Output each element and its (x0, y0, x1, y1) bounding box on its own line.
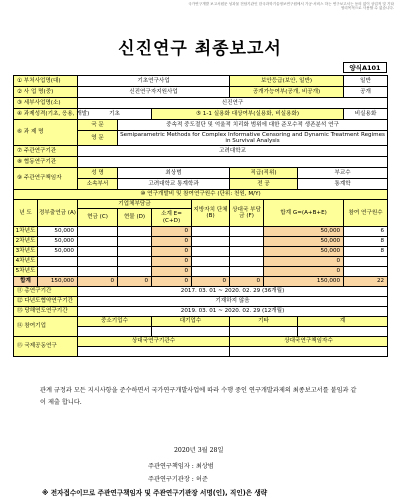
disclosure-value: 공개 (344, 87, 388, 98)
project-type-label: ④ 과제성격(기초, 응용, 개발) (14, 109, 78, 120)
budget-sum-others: 0 (230, 277, 264, 287)
budget-others-value (230, 247, 264, 257)
budget-corp-header: 기업체부담금 (78, 200, 192, 209)
budget-sum-cash: 0 (78, 277, 118, 287)
partner-researchers-value (230, 347, 388, 357)
disclosure-label: 공개가능여부(공개, 비공개) (230, 87, 344, 98)
budget-total-value: 50,000 (264, 237, 344, 247)
other-companies-value (230, 327, 298, 337)
budget-inkind-value (118, 267, 152, 277)
budget-gov-value (38, 257, 78, 267)
participating-companies-label: ⑭ 참여기업 (14, 317, 78, 337)
lead-institution-value: 고려대학교 (78, 146, 388, 157)
budget-section-title: ⑩ 연구개발비 및 참여연구원수 (단위: 천원, M/Y) (14, 190, 388, 200)
multiyear-period-value: 기재하지 않음 (78, 297, 388, 307)
budget-inkind-value (118, 227, 152, 237)
budget-researchers-value: 8 (344, 247, 388, 257)
budget-total-value: 0 (264, 257, 344, 267)
budget-local-header: 지방자치 단체 (B) (192, 200, 230, 227)
sub-program-value: 신진연구 (78, 98, 388, 109)
budget-year-label: 1차년도 (14, 227, 38, 237)
declaration-text: 관계 규정과 모든 지시사항을 준수하면서 국가연구개발사업에 따라 수행 중인 연구개발과제의 최종보고서를 붙임과 같이 제출 합니다. (40, 387, 357, 406)
korean-title: 중속적 중도절단 및 억울적 치리화 범위에 대한 준모수적 생존분석 연구 (118, 120, 388, 131)
budget-gov-value: 50,000 (38, 227, 78, 237)
budget-subtotal-value: 0 (152, 257, 192, 267)
current-year-period-label: ⑬ 당해연도연구기간 (14, 307, 78, 317)
english-tag: 영 문 (78, 131, 118, 146)
budget-others-value (230, 227, 264, 237)
pi-name-label: 성 명 (78, 168, 118, 179)
other-companies-header: 기타 (230, 317, 298, 327)
budget-year-label: 3차년도 (14, 247, 38, 257)
program-name-value: 신진연구자지원사업 (78, 87, 230, 98)
budget-inkind-header: 현물 (D) (118, 209, 152, 227)
partner-institutions-value (78, 347, 230, 357)
budget-sum-total: 150,000 (264, 277, 344, 287)
budget-gov-value (38, 267, 78, 277)
electronic-submission-note: ※ 전자접수이므로 주관연구책임자 및 주관연구기관장 서명(인), 직인)은 생략 (42, 489, 268, 497)
small-companies-header: 중소기업수 (78, 317, 152, 327)
watermark-line: 국가연구개발 보고서원문 성과물 전담기관인 한국과학기술정보연구원에서 가공·서비스 하는 연구보고서는 동의 없이 상업적 및 기타 (188, 2, 394, 6)
budget-cash-value (78, 257, 118, 267)
budget-researchers-header: 참여 연구원수 (344, 200, 388, 227)
budget-cash-value (78, 247, 118, 257)
budget-researchers-value (344, 267, 388, 277)
program-name-label: ② 사 업 명(중) (14, 87, 78, 98)
submission-date: 2020년 3월 28일 (174, 447, 224, 454)
budget-cash-value (78, 237, 118, 247)
dept-program-value: 기초연구사업 (78, 76, 230, 87)
budget-total-header: 합계 G=(A+B+E) (264, 200, 344, 227)
budget-sum-inkind: 0 (118, 277, 152, 287)
budget-others-value (230, 267, 264, 277)
total-period-label: ⑪ 총연구기간 (14, 287, 78, 297)
lead-institution-label: ⑦ 주관연구기관 (14, 146, 78, 157)
budget-gov-value: 50,000 (38, 247, 78, 257)
pi-position-value: 부교수 (298, 168, 388, 179)
institution-head-signature-line: 주관연구기관장 : 허준 (148, 476, 208, 483)
korean-tag: 국 문 (78, 120, 118, 131)
page-title: 신진연구 최종보고서 (118, 39, 282, 59)
budget-cash-value (78, 227, 118, 237)
submission-section (0, 385, 400, 500)
partner-institutions-header: 상대국연구기관수 (78, 337, 230, 347)
budget-local-value (192, 237, 230, 247)
budget-year-label: 4차년도 (14, 257, 38, 267)
company-count-header: 계 (298, 317, 388, 327)
security-level-value: 일반 (344, 76, 388, 87)
large-companies-value (152, 327, 230, 337)
partner-researchers-header: 상대국연구책임자수 (230, 337, 388, 347)
budget-total-value: 0 (264, 267, 344, 277)
company-count-value (298, 327, 388, 337)
budget-gov-value: 50,000 (38, 237, 78, 247)
pi-name-value: 최상범 (118, 168, 230, 179)
budget-total-value: 50,000 (264, 227, 344, 237)
budget-inkind-value (118, 257, 152, 267)
multiyear-period-label: ⑫ 다년도협약연구기간 (14, 297, 78, 307)
pi-department-label: 소속부서 (78, 179, 118, 190)
watermark-line: 영리목적으로 사용할 수 없습니다. (340, 6, 394, 11)
commercialization-label: ⑤ 1-1 실용화 대상여부(실용화, 비실용화) (152, 109, 344, 120)
budget-others-value (230, 257, 264, 267)
budget-others-header: 상대국 부담금 (F) (230, 200, 264, 227)
budget-sum-local: 0 (192, 277, 230, 287)
dept-program-label: ① 부처사업명(대) (14, 76, 78, 87)
budget-researchers-value: 8 (344, 237, 388, 247)
budget-subtotal-value: 0 (152, 247, 192, 257)
budget-subtotal-header: 소계 E=(C+D) (152, 209, 192, 227)
form-id-badge: 양식A101 (343, 62, 387, 73)
budget-total-value: 50,000 (264, 247, 344, 257)
budget-sum-researchers: 22 (344, 277, 388, 287)
budget-cash-header: 현금 (C) (78, 209, 118, 227)
pi-signature-line: 주관연구책임자 : 최상범 (148, 463, 214, 470)
principal-investigator-label: ⑨ 주관연구책임자 (14, 168, 78, 190)
budget-year-label: 2차년도 (14, 237, 38, 247)
pi-position-label: 직급(직위) (230, 168, 298, 179)
budget-local-value (192, 257, 230, 267)
pi-major-label: 전 공 (230, 179, 298, 190)
budget-sum-subtotal: 0 (152, 277, 192, 287)
budget-researchers-value: 6 (344, 227, 388, 237)
budget-year-header: 년 도 (14, 200, 38, 227)
large-companies-header: 대기업수 (152, 317, 230, 327)
pi-department-value: 고려대학교 통계학과 (118, 179, 230, 190)
budget-sum-label: 합계 (14, 277, 38, 287)
budget-cash-value (78, 267, 118, 277)
commercialization-value: 비실용화 (344, 109, 388, 120)
budget-local-value (192, 247, 230, 257)
budget-inkind-value (118, 237, 152, 247)
budget-subtotal-value: 0 (152, 267, 192, 277)
project-type-value: 기초 (78, 109, 152, 120)
cooperative-institution-value (78, 157, 388, 168)
security-level-label: 보안등급(보안, 일반) (230, 76, 344, 87)
budget-sum-gov: 150,000 (38, 277, 78, 287)
international-research-label: ⑮ 국제공동연구 (14, 337, 78, 357)
budget-others-value (230, 237, 264, 247)
report-form-table (13, 75, 388, 357)
budget-subtotal-value: 0 (152, 237, 192, 247)
total-period-value: 2017. 03. 01 ~ 2020. 02. 29 (36개월) (78, 287, 388, 297)
cooperative-institution-label: ⑧ 협동연구기관 (14, 157, 78, 168)
watermark-notice (0, 2, 400, 11)
current-year-period-value: 2019. 03. 01 ~ 2020. 02. 29 (12개월) (78, 307, 388, 317)
small-companies-value (78, 327, 152, 337)
budget-year-label: 5차년도 (14, 267, 38, 277)
budget-subtotal-value: 0 (152, 227, 192, 237)
budget-inkind-value (118, 247, 152, 257)
budget-local-value (192, 267, 230, 277)
pi-major-value: 통계학 (298, 179, 388, 190)
english-title: Semiparametric Methods for Complex Informative Censoring and Dynamic Treatment Regimes in Survival Analysis (118, 131, 388, 146)
budget-local-value (192, 227, 230, 237)
budget-researchers-value (344, 257, 388, 267)
sub-program-label: ③ 세부사업명(소) (14, 98, 78, 109)
project-title-label: ⑥ 과 제 명 (14, 120, 78, 146)
budget-gov-header: 정부출연금 (A) (38, 200, 78, 227)
